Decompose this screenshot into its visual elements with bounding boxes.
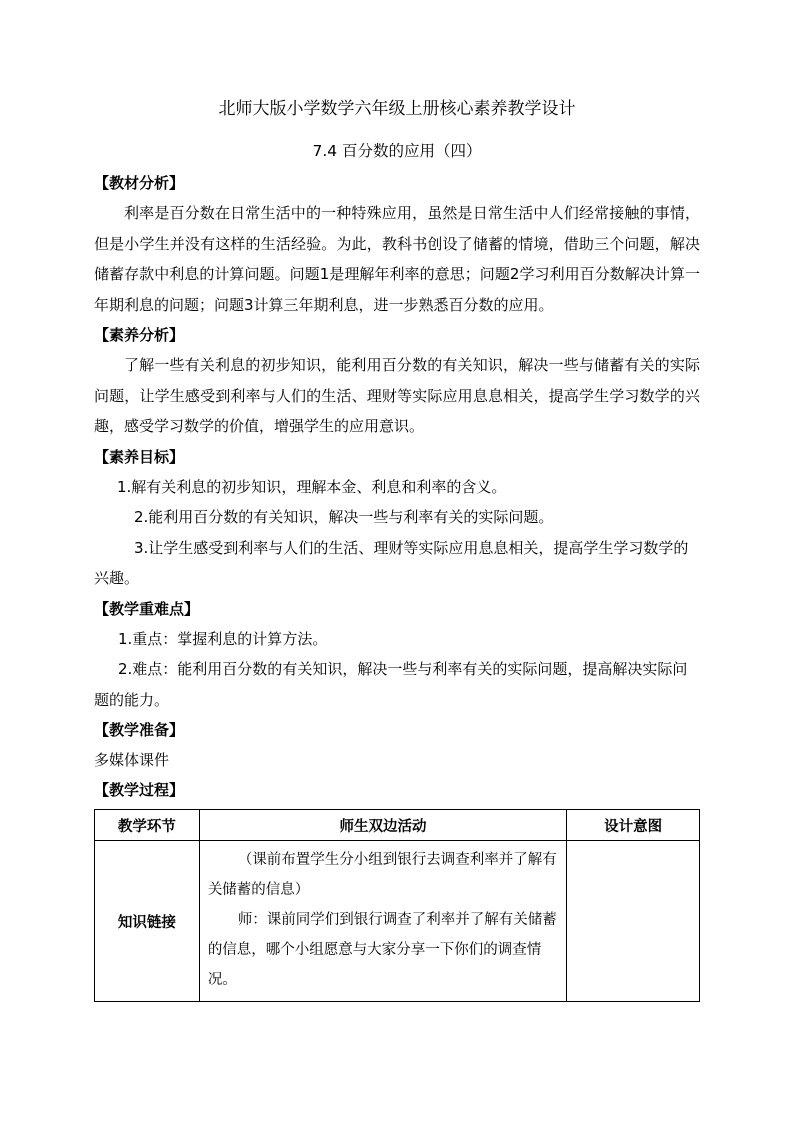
intent-cell — [567, 841, 700, 1002]
document-title: 北师大版小学数学六年级上册核心素养教学设计 — [218, 99, 576, 119]
material-analysis-text: 利率是百分数在日常生活中的一种特殊应用，虽然是日常生活中人们经常接触的事情，但是小学生并没有这样的生活经验。为此，教科书创设了储蓄的情境，借助三个问题，解决储蓄存款中利息的计算问题。问题1是理解年利率的意思；问题2学习利用百分数解决计算一年期利息的问题；问题3计算三年期利息，进一步熟悉百分数的应用。 — [94, 204, 700, 314]
column-header-activity: 师生双边活动 — [199, 810, 566, 841]
literacy-analysis-text: 了解一些有关利息的初步知识，能利用百分数的有关知识，解决一些与储蓄有关的实际问题，让学生感受到利率与人们的生活、理财等实际应用息息相关，提高学生学习数学的兴趣，感受学习数学的价值，增强学生的应用意识。 — [94, 356, 700, 435]
table-header-row — [95, 810, 700, 841]
activity-paragraph: 师：课前同学们到银行调查了利率并了解有关储蓄的信息，哪个小组愿意与大家分享一下你们的调查情况。 — [207, 912, 557, 988]
document-page — [94, 96, 700, 1002]
goal-item: 1.解有关利息的初步知识，理解本金、利息和利率的含义。 — [117, 477, 507, 496]
section-heading-prep: 【教学准备】 — [94, 721, 185, 739]
keypoint-item: 2.难点：能利用百分数的有关知识，解决一些与利率有关的实际问题，提高解决实际问题的能力。 — [94, 660, 688, 709]
goal-item: 3.让学生感受到利率与人们的生活、理财等实际应用息息相关，提高学生学习数学的兴趣。 — [94, 538, 689, 587]
prep-text: 多媒体课件 — [94, 751, 170, 769]
column-header-stage: 教学环节 — [95, 810, 200, 841]
section-heading-literacy: 【素养分析】 — [94, 326, 185, 344]
keypoint-item: 1.重点：掌握利息的计算方法。 — [118, 629, 328, 648]
stage-cell: 知识链接 — [95, 841, 200, 1002]
activity-paragraph: （课前布置学生分小组到银行去调查利率并了解有关储蓄的信息） — [207, 852, 557, 898]
table-row — [95, 841, 700, 1002]
activity-cell — [199, 841, 566, 1002]
lesson-title: 7.4 百分数的应用（四） — [312, 142, 482, 160]
column-header-intent: 设计意图 — [567, 810, 700, 841]
section-heading-keypoints: 【教学重难点】 — [94, 599, 200, 618]
section-heading-goals: 【素养目标】 — [94, 447, 185, 466]
goal-item: 2.能利用百分数的有关知识，解决一些与利率有关的实际问题。 — [134, 508, 554, 526]
section-heading-material: 【教材分析】 — [94, 174, 185, 192]
teaching-process-table — [94, 809, 700, 1002]
section-heading-process: 【教学过程】 — [94, 781, 185, 799]
